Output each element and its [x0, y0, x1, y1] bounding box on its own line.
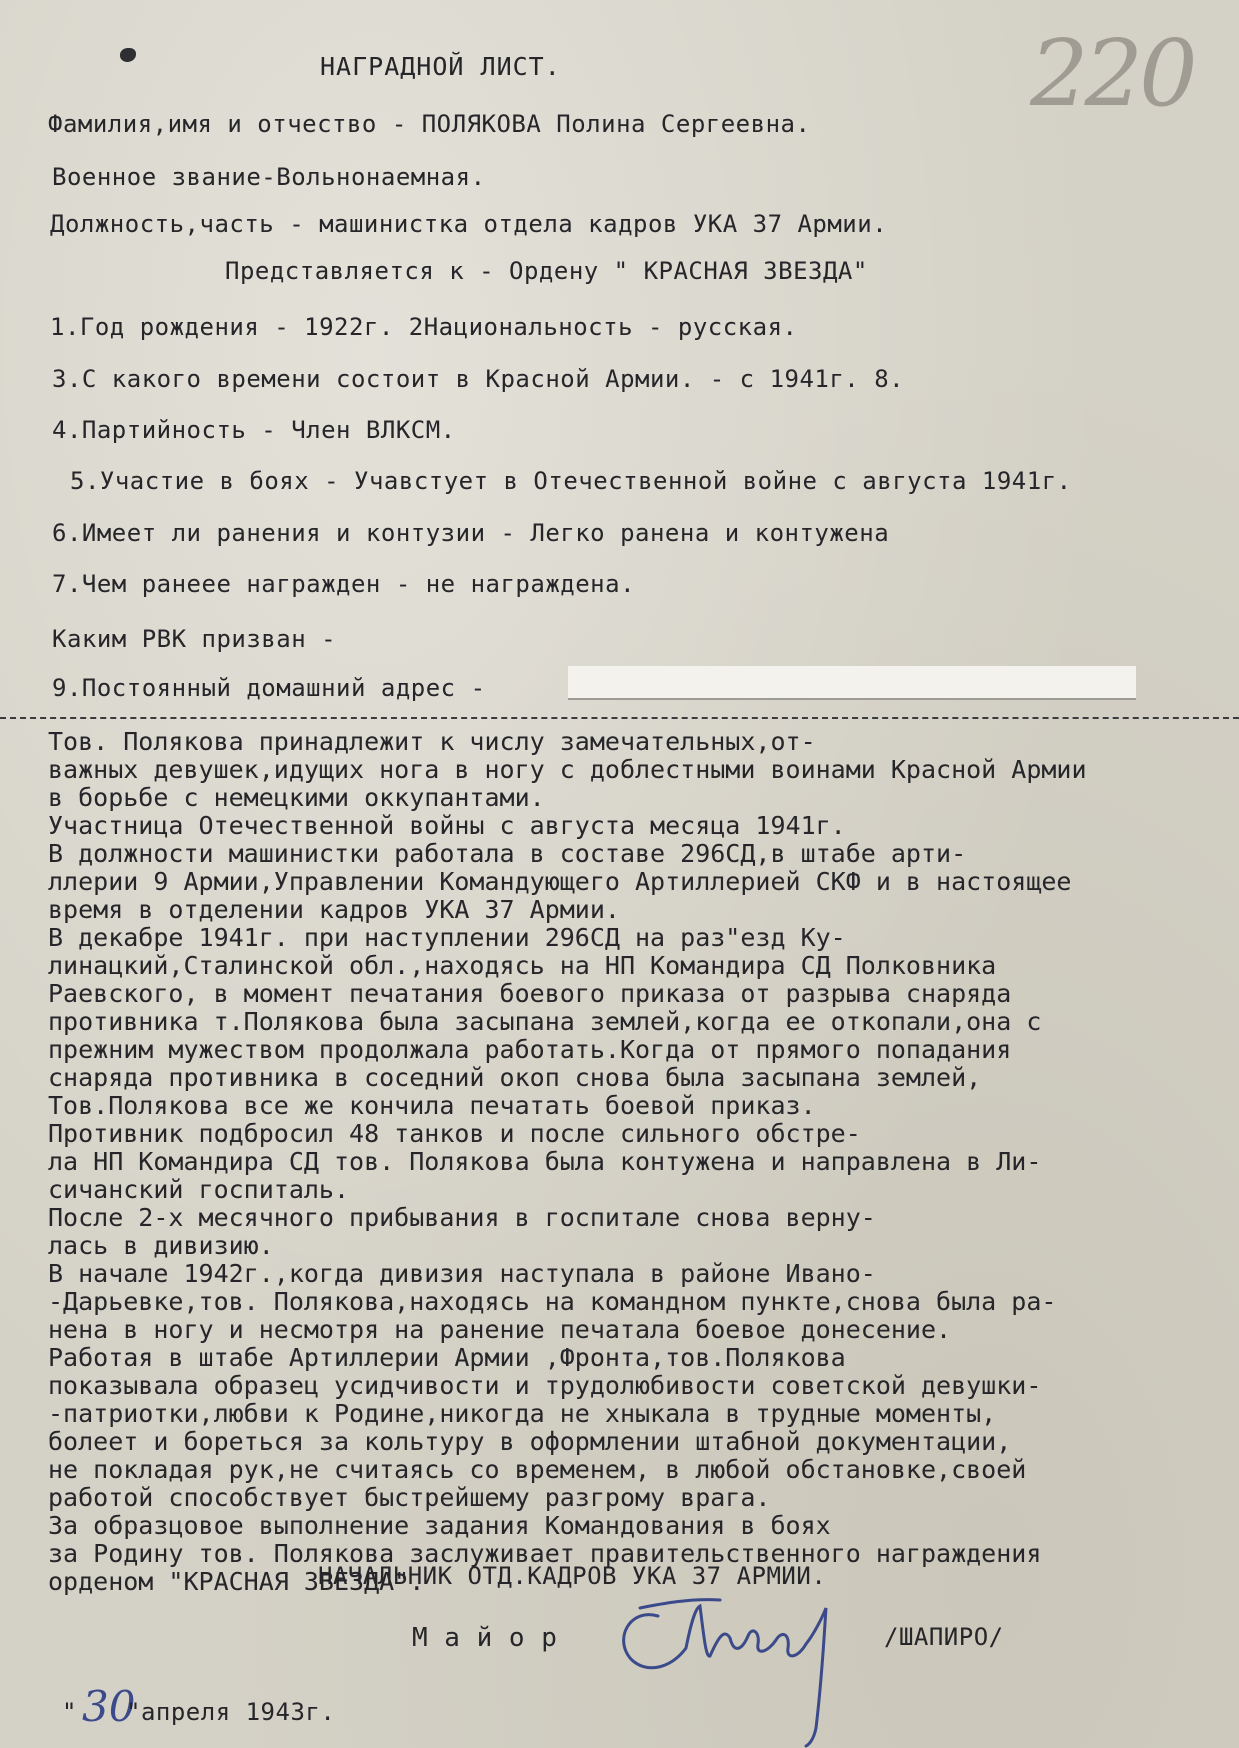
narrative-text	[48, 728, 1087, 1596]
narrative-line: противника т.Полякова была засыпана землей,когда ее откопали,она с	[48, 1007, 1042, 1036]
field-full-name: Фамилия,имя и отчество - ПОЛЯКОВА Полина Сергеевна.	[48, 110, 811, 138]
narrative-line: Тов.Полякова все же кончила печатать боевой приказ.	[48, 1091, 816, 1120]
narrative-line: орденом "КРАСНАЯ ЗВЕЗДА".	[48, 1567, 425, 1596]
narrative-line: линацкий,Сталинской обл.,находясь на НП Командира СД Полковника	[48, 951, 997, 980]
date-quote-open: "	[62, 1698, 77, 1726]
narrative-line: не покладая рук,не считаясь со временем, в любой обстановке,своей	[48, 1455, 1027, 1484]
field-military-rank: Военное звание-Вольнонаемная.	[52, 163, 486, 191]
narrative-line: За образцовое выполнение задания Командования в боях	[48, 1511, 831, 1540]
archive-number: 220	[1030, 20, 1194, 127]
field-birth-nationality: 1.Год рождения - 1922г. 2Национальность - русская.	[50, 313, 798, 341]
dashed-divider	[0, 717, 1239, 719]
field-draft-office: Каким РВК призван -	[52, 625, 337, 653]
field-service-since: 3.С какого времени состоит в Красной Армии. - с 1941г. 8.	[52, 365, 905, 393]
narrative-line: за Родину тов. Полякова заслуживает правительственного награждения	[48, 1539, 1042, 1568]
field-home-address: 9.Постоянный домашний адрес -	[52, 674, 486, 702]
narrative-line: болеет и бореться за кольтуру в оформлении штабной документации,	[48, 1427, 1012, 1456]
punch-hole	[120, 48, 136, 62]
narrative-line: важных девушек,идущих нога в ногу с доблестными воинами Красной Армии	[48, 755, 1087, 784]
field-wounds: 6.Имеет ли ранения и контузии - Легко ранена и контужена	[52, 519, 890, 547]
narrative-line: -Дарьевке,тов. Полякова,находясь на командном пункте,снова была ра-	[48, 1287, 1057, 1316]
narrative-line: работой способствует быстрейшему разгрому врага.	[48, 1483, 771, 1512]
narrative-line: Противник подбросил 48 танков и после сильного обстре-	[48, 1119, 861, 1148]
signatory-rank: М а й о р	[412, 1623, 558, 1653]
narrative-line: показывала образец усидчивости и трудолюбивости советской девушки-	[48, 1371, 1042, 1400]
narrative-line: Тов. Полякова принадлежит к числу замечательных,от-	[48, 727, 816, 756]
narrative-line: нена в ногу и несмотря на ранение печатала боевое донесение.	[48, 1315, 952, 1344]
narrative-line: Работая в штабе Артиллерии Армии ,Фронта,тов.Полякова	[48, 1343, 846, 1372]
document-title: НАГРАДНОЙ ЛИСТ.	[320, 52, 561, 81]
narrative-line: снаряда противника в соседний окоп снова была засыпана землей,	[48, 1063, 982, 1092]
redacted-address	[568, 666, 1136, 700]
narrative-line: в борьбе с немецкими оккупантами.	[48, 783, 545, 812]
narrative-line: В должности машинистки работала в составе 296СД,в штабе арти-	[48, 839, 967, 868]
narrative-line: Раевского, в момент печатания боевого приказа от разрыва снаряда	[48, 979, 1012, 1008]
narrative-line: После 2-х месячного прибывания в госпитале снова верну-	[48, 1203, 876, 1232]
narrative-line: -патриотки,любви к Родине,никогда не хныкала в трудные моменты,	[48, 1399, 997, 1428]
signature-stroke	[624, 1600, 806, 1668]
narrative-line: сичанский госпиталь.	[48, 1175, 350, 1204]
narrative-line: ллерии 9 Армии,Управлении Командующего Артиллерией СКФ и в настоящее	[48, 867, 1072, 896]
narrative-line: В декабре 1941г. при наступлении 296СД на раз"езд Ку-	[48, 923, 846, 952]
narrative-line: прежним мужеством продолжала работать.Когда от прямого попадания	[48, 1035, 1012, 1064]
field-party: 4.Партийность - Член ВЛКСМ.	[52, 416, 456, 444]
field-position-unit: Должность,часть - машинистка отдела кадров УКА 37 Армии.	[50, 210, 888, 238]
narrative-line: время в отделении кадров УКА 37 Армии.	[48, 895, 620, 924]
field-combat: 5.Участие в боях - Учавстует в Отечественной войне с августа 1941г.	[70, 467, 1072, 495]
date-month-year: "апреля 1943г.	[126, 1698, 336, 1726]
signature-tail	[806, 1608, 826, 1746]
narrative-line: Участница Отечественной войны с августа месяца 1941г.	[48, 811, 846, 840]
narrative-line: лась в дивизию.	[48, 1231, 274, 1260]
signatory-name: /ШАПИРО/	[884, 1623, 1004, 1651]
field-nominated-for: Представляется к - Ордену " КРАСНАЯ ЗВЕЗДА"	[225, 257, 868, 285]
narrative-line: В начале 1942г.,когда дивизия наступала в районе Ивано-	[48, 1259, 876, 1288]
handwritten-signature	[600, 1578, 890, 1748]
field-previous-awards: 7.Чем ранеее награжден - не награждена.	[52, 570, 636, 598]
signatory-position: НАЧАЛЬНИК ОТД.КАДРОВ УКА 37 АРМИИ.	[318, 1562, 827, 1590]
narrative-line: ла НП Командира СД тов. Полякова была контужена и направлена в Ли-	[48, 1147, 1042, 1176]
date-day: 30	[82, 1682, 136, 1731]
